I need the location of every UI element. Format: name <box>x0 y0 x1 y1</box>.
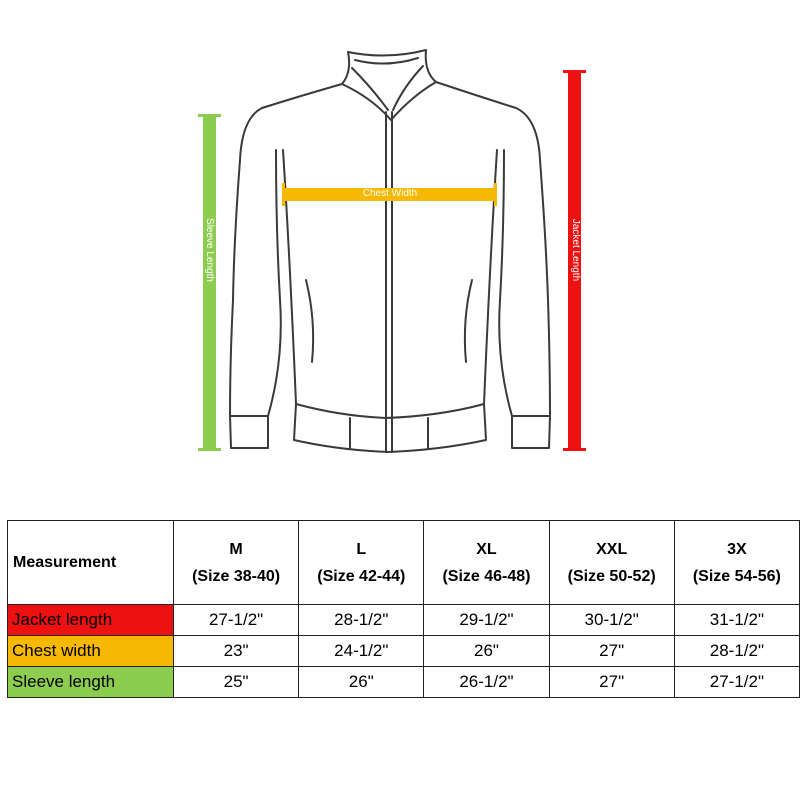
size-chart-table <box>7 520 800 698</box>
chest-width-label: Chest Width <box>362 188 418 199</box>
size-name: 3X <box>727 540 747 558</box>
table-cell: 27" <box>549 667 674 698</box>
table-cell: 31-1/2" <box>674 605 799 636</box>
waistband <box>294 404 486 452</box>
size-name: XL <box>476 540 497 558</box>
table-cell: 24-1/2" <box>299 636 424 667</box>
sleeve-length-cap-bottom <box>198 448 221 451</box>
size-range: (Size 46-48) <box>442 567 531 585</box>
jacket-length-label: Jacket Length <box>570 218 581 282</box>
table-cell: 25" <box>174 667 299 698</box>
table-header-row <box>8 521 800 605</box>
measurement-header: Measurement <box>8 521 174 605</box>
jacket-length-cap-bottom <box>563 448 586 451</box>
table-cell: 28-1/2" <box>674 636 799 667</box>
row-label-chest-width: Chest width <box>8 636 174 667</box>
collar-inner <box>355 58 418 64</box>
left-sleeve-inner <box>268 150 281 416</box>
right-pocket <box>465 280 472 362</box>
table-cell: 26-1/2" <box>424 667 549 698</box>
table-cell: 26" <box>299 667 424 698</box>
size-name: XXL <box>596 540 628 558</box>
table-cell: 28-1/2" <box>299 605 424 636</box>
table-cell: 26" <box>424 636 549 667</box>
table-row-jacket-length <box>8 605 800 636</box>
size-header-m <box>174 521 299 605</box>
size-range: (Size 54-56) <box>692 567 781 585</box>
right-sleeve-inner <box>499 150 512 416</box>
table-cell: 23" <box>174 636 299 667</box>
size-header-xxl <box>549 521 674 605</box>
table-cell: 30-1/2" <box>549 605 674 636</box>
table-cell: 27-1/2" <box>174 605 299 636</box>
sleeve-length-label: Sleeve Length <box>204 218 215 282</box>
left-cuff <box>230 416 268 448</box>
size-name: L <box>356 540 367 558</box>
left-pocket <box>306 280 313 362</box>
table-cell: 29-1/2" <box>424 605 549 636</box>
table-row-sleeve-length <box>8 667 800 698</box>
size-header-l <box>299 521 424 605</box>
chest-width-cap-right <box>494 183 497 206</box>
size-range: (Size 42-44) <box>317 567 406 585</box>
size-range: (Size 38-40) <box>192 567 281 585</box>
size-name: M <box>229 540 243 558</box>
row-label-jacket-length: Jacket length <box>8 605 174 636</box>
sleeve-length-bar <box>203 116 216 450</box>
table-row-chest-width <box>8 636 800 667</box>
row-label-sleeve-length: Sleeve length <box>8 667 174 698</box>
table-cell: 27-1/2" <box>674 667 799 698</box>
collar-fold-left <box>352 68 388 110</box>
size-header-xl <box>424 521 549 605</box>
right-cuff <box>512 416 550 448</box>
size-range: (Size 50-52) <box>567 567 656 585</box>
size-header-3x <box>674 521 799 605</box>
table-cell: 27" <box>549 636 674 667</box>
